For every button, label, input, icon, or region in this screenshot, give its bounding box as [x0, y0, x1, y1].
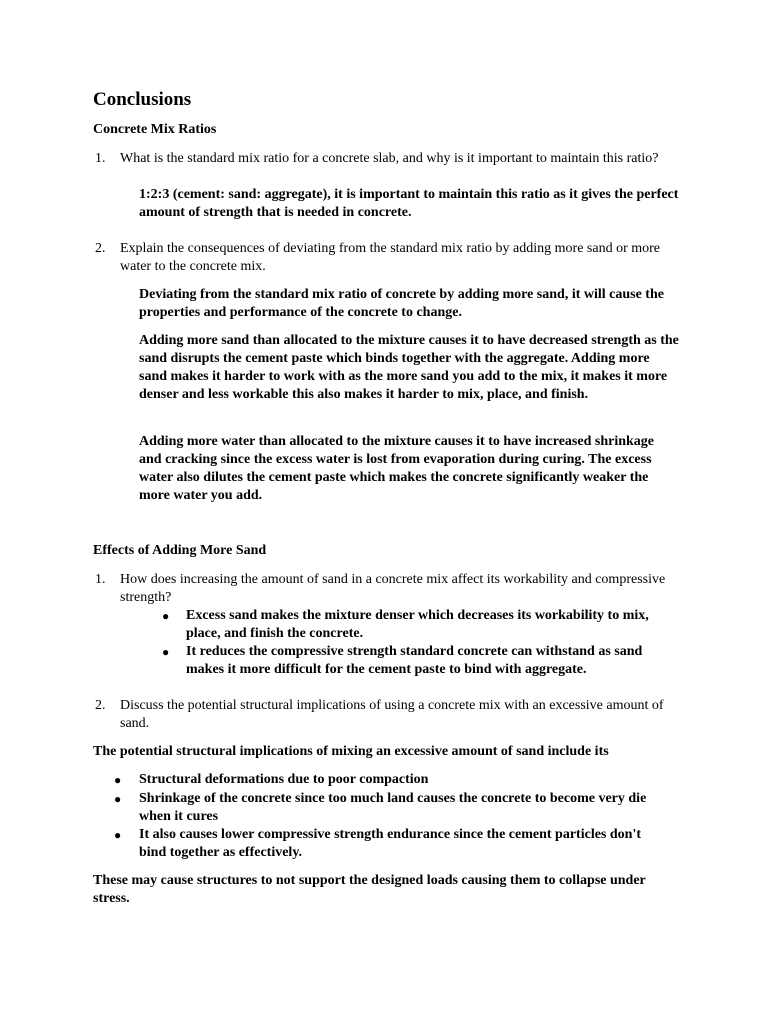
answer-outro: These may cause structures to not support the designed loads causing them to collapse under stress.	[93, 873, 646, 906]
bullet-icon: ●	[114, 828, 122, 842]
bullet-item: Shrinkage of the concrete since too much land causes the concrete to become very die when it cures	[139, 791, 647, 824]
answer-paragraph: Deviating from the standard mix ratio of concrete by adding more sand, it will cause the properties and performance of the concrete to change.	[139, 287, 664, 320]
bullet-icon: ●	[162, 645, 170, 659]
bullet-icon: ●	[114, 773, 122, 787]
question-text: Discuss the potential structural implications of using a concrete mix with an excessive amount of sand.	[120, 698, 664, 731]
page-title: Conclusions	[93, 89, 192, 110]
answer-intro: The potential structural implications of mixing an excessive amount of sand include its	[93, 744, 609, 759]
question-number: 2.	[95, 698, 106, 713]
bullet-item: It reduces the compressive strength standard concrete can withstand as sand makes it more difficult for the cement paste to bind with aggregate.	[186, 644, 643, 677]
section-heading-mix-ratios: Concrete Mix Ratios	[93, 122, 217, 137]
question-number: 1.	[95, 151, 106, 166]
question-number: 1.	[95, 572, 106, 587]
answer-paragraph: Adding more water than allocated to the mixture causes it to have increased shrinkage and cracking since the excess water is lost from evaporation during curing. The excess water also dilutes the cement paste which makes the concrete significantly weaker the more water you add.	[139, 434, 654, 503]
bullet-item: Excess sand makes the mixture denser which decreases its workability to mix, place, and finish the concrete.	[186, 608, 649, 641]
bullet-item: It also causes lower compressive strength endurance since the cement particles don't bind together as effectively.	[139, 827, 641, 860]
section-heading-adding-sand: Effects of Adding More Sand	[93, 543, 267, 558]
bullet-icon: ●	[114, 792, 122, 806]
answer-text: 1:2:3 (cement: sand: aggregate), it is important to maintain this ratio as it gives the perfect amount of strength that is needed in concrete.	[139, 187, 679, 220]
question-text: Explain the consequences of deviating from the standard mix ratio by adding more sand or more water to the concrete mix.	[120, 241, 661, 274]
answer-paragraph: Adding more sand than allocated to the mixture causes it to have decreased strength as the sand disrupts the cement paste which binds together with the aggregate. Adding more sand makes it harder to work with as the more sand you add to the mix, it makes it more denser and less workable this also makes it harder to mix, place, and finish.	[139, 333, 679, 402]
bullet-icon: ●	[162, 609, 170, 623]
question-text: What is the standard mix ratio for a concrete slab, and why is it important to maintain this ratio?	[120, 151, 659, 166]
question-number: 2.	[95, 241, 106, 256]
bullet-item: Structural deformations due to poor compaction	[139, 772, 429, 787]
question-text: How does increasing the amount of sand in a concrete mix affect its workability and compressive strength?	[120, 572, 666, 605]
